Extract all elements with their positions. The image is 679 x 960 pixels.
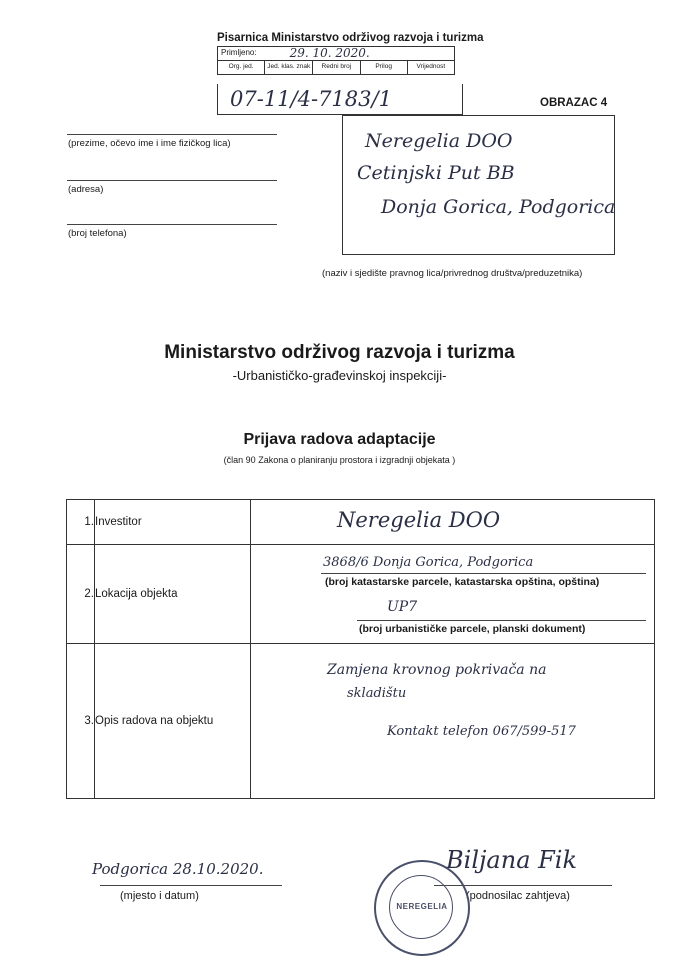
received-label: Primljeno: <box>221 48 257 57</box>
description-line-2: skladištu <box>347 686 407 701</box>
col-attachment: Prilog <box>361 61 408 74</box>
company-stamp <box>374 860 470 956</box>
investor-value-cell <box>251 500 655 545</box>
location-line <box>321 573 646 574</box>
name-line <box>67 134 277 135</box>
place-date-caption: (mjesto i datum) <box>120 890 199 902</box>
urban-parcel-line <box>357 620 646 621</box>
address-line <box>67 180 277 181</box>
col-org-unit: Org. jed. <box>218 61 265 74</box>
urban-parcel-caption: (broj urbanističke parcele, planski dokument) <box>359 623 586 635</box>
entity-city: Donja Gorica, Podgorica <box>381 196 616 218</box>
signature-caption: (podnosilac zahtjeva) <box>466 890 570 902</box>
address-caption: (adresa) <box>68 184 104 195</box>
law-reference: (član 90 Zakona o planiranju prostora i izgradnji objekata ) <box>223 455 456 465</box>
location-caption: (broj katastarske parcele, katastarska opština, opština) <box>325 576 600 588</box>
phone-line <box>67 224 277 225</box>
signature: Biljana Fik <box>446 846 578 874</box>
stamp-columns-row <box>218 61 454 74</box>
registry-stamp-title: Pisarnica Ministarstvo održivog razvoja i turizma <box>217 32 484 44</box>
row-label-investor: Investitor <box>95 500 251 545</box>
table-row <box>67 644 655 799</box>
contact-phone: Kontakt telefon 067/599-517 <box>387 724 576 739</box>
registry-number: 07-11/4-7183/1 <box>217 84 463 115</box>
row-label-description: Opis radova na objektu <box>95 644 251 799</box>
company-stamp-text: NEREGELIA <box>396 902 448 911</box>
received-date: 29. 10. 2020. <box>289 46 370 60</box>
description-value-cell <box>251 644 655 799</box>
row-label-location: Lokacija objekta <box>95 545 251 644</box>
place-date: Podgorica 28.10.2020. <box>92 860 264 878</box>
name-caption: (prezime, očevo ime i ime fizičkog lica) <box>68 138 231 149</box>
received-row <box>218 47 454 61</box>
form-title: Prijava radova adaptacije <box>243 431 436 448</box>
col-class-mark: Jed. klas. znak <box>265 61 313 74</box>
inspection-subtitle: -Urbanističko-građevinskoj inspekciji- <box>232 368 447 383</box>
entity-street: Cetinjski Put BB <box>357 162 515 184</box>
urban-parcel-value: UP7 <box>387 599 418 615</box>
registry-stamp <box>217 46 455 75</box>
location-value-cell <box>251 545 655 644</box>
investor-value: Neregelia DOO <box>337 508 501 532</box>
row-number: 2. <box>67 545 95 644</box>
form-code: OBRAZAC 4 <box>540 97 608 109</box>
place-date-line <box>100 885 282 886</box>
col-value: Vrijednost <box>416 63 446 70</box>
col-serial-number: Redni broj <box>313 61 360 74</box>
table-row <box>67 545 655 644</box>
row-number: 1. <box>67 500 95 545</box>
legal-entity-caption: (naziv i sjedište pravnog lica/privrednog društva/preduzetnika) <box>322 268 583 279</box>
location-value: 3868/6 Donja Gorica, Podgorica <box>323 555 534 570</box>
table-row <box>67 500 655 545</box>
description-line-1: Zamjena krovnog pokrivača na <box>327 662 547 678</box>
legal-entity-box <box>342 115 615 255</box>
ministry-title: Ministarstvo održivog razvoja i turizma <box>164 342 515 363</box>
application-table <box>66 499 655 799</box>
row-number: 3. <box>67 644 95 799</box>
phone-caption: (broj telefona) <box>68 228 127 239</box>
entity-name: Neregelia DOO <box>365 130 513 152</box>
